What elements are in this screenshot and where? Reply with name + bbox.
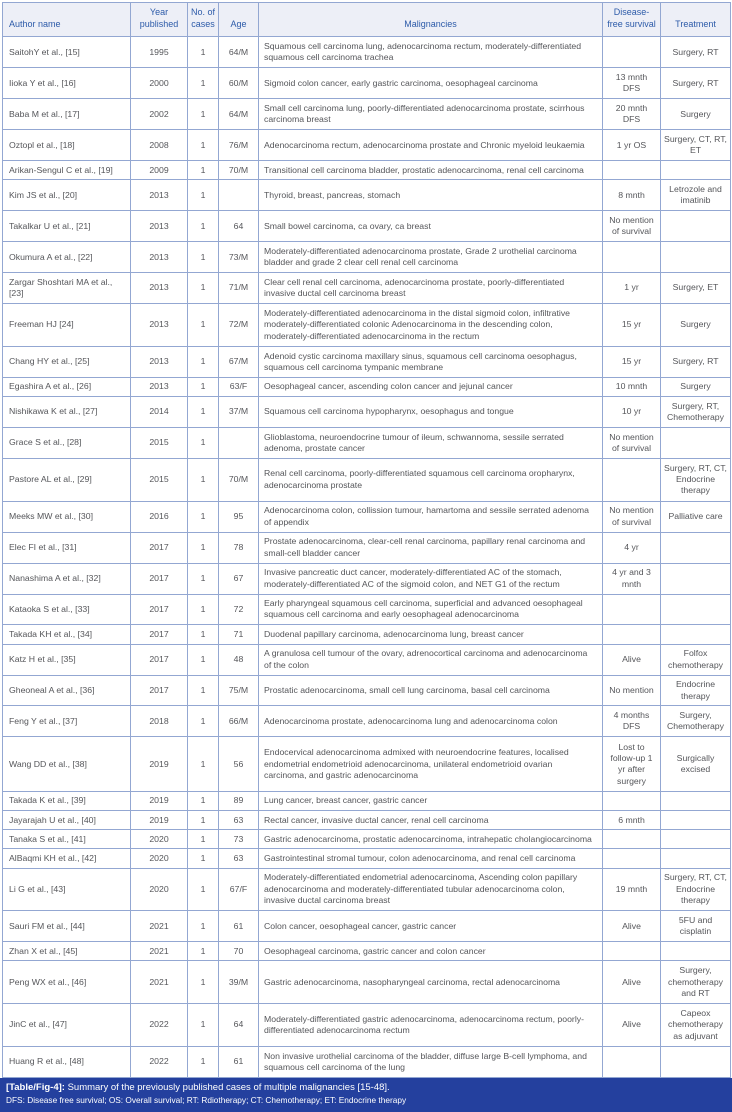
- year-cell: 2018: [131, 706, 188, 737]
- cases-cell: 1: [188, 427, 219, 458]
- malignancies-cell: Lung cancer, breast cancer, gastric cancer: [259, 792, 603, 811]
- year-cell: 2013: [131, 304, 188, 347]
- cases-cell: 1: [188, 242, 219, 273]
- treatment-cell: Surgery, RT: [661, 37, 731, 68]
- author-cell: Nishikawa K et al., [27]: [3, 396, 131, 427]
- year-cell: 2021: [131, 911, 188, 942]
- survival-cell: No mention: [603, 675, 661, 706]
- author-cell: Kataoka S et al., [33]: [3, 594, 131, 625]
- year-cell: 2020: [131, 830, 188, 849]
- author-cell: Tanaka S et al., [41]: [3, 830, 131, 849]
- cases-cell: 1: [188, 180, 219, 211]
- year-cell: 2017: [131, 675, 188, 706]
- column-header-author: Author name: [3, 3, 131, 37]
- treatment-cell: Capeox chemotherapy as adjuvant: [661, 1004, 731, 1047]
- survival-cell: [603, 594, 661, 625]
- year-cell: 2017: [131, 532, 188, 563]
- survival-cell: 19 mnth: [603, 868, 661, 911]
- cases-cell: 1: [188, 1004, 219, 1047]
- cases-cell: 1: [188, 130, 219, 161]
- table-row: [3, 1046, 731, 1077]
- age-cell: 64/M: [219, 99, 259, 130]
- treatment-cell: Folfox chemotherapy: [661, 644, 731, 675]
- treatment-cell: [661, 849, 731, 868]
- age-cell: 71/M: [219, 273, 259, 304]
- cases-cell: 1: [188, 346, 219, 377]
- age-cell: 70/M: [219, 161, 259, 180]
- treatment-cell: [661, 211, 731, 242]
- malignancies-cell: Small bowel carcinoma, ca ovary, ca breast: [259, 211, 603, 242]
- cases-cell: 1: [188, 273, 219, 304]
- cases-cell: 1: [188, 99, 219, 130]
- figure-caption-label: [Table/Fig-4]:: [6, 1082, 65, 1093]
- age-cell: 61: [219, 911, 259, 942]
- year-cell: 2017: [131, 625, 188, 644]
- age-cell: 76/M: [219, 130, 259, 161]
- age-cell: 61: [219, 1046, 259, 1077]
- year-cell: 2013: [131, 346, 188, 377]
- cases-cell: 1: [188, 792, 219, 811]
- column-header-malignancies: Malignancies: [259, 3, 603, 37]
- survival-cell: No mention of survival: [603, 211, 661, 242]
- malignancies-cell: Squamous cell carcinoma hypopharynx, oesophagus and tongue: [259, 396, 603, 427]
- treatment-cell: [661, 792, 731, 811]
- table-row: [3, 501, 731, 532]
- age-cell: 67/F: [219, 868, 259, 911]
- age-cell: 48: [219, 644, 259, 675]
- treatment-cell: [661, 427, 731, 458]
- year-cell: 2009: [131, 161, 188, 180]
- age-cell: 67/M: [219, 346, 259, 377]
- malignancies-cell: Prostate adenocarcinoma, clear-cell renal carcinoma, papillary renal carcinoma and small-cell bladder cancer: [259, 532, 603, 563]
- survival-cell: 10 mnth: [603, 377, 661, 396]
- survival-cell: 1 yr: [603, 273, 661, 304]
- treatment-cell: Surgery, RT: [661, 68, 731, 99]
- age-cell: [219, 180, 259, 211]
- author-cell: Takada K et al., [39]: [3, 792, 131, 811]
- year-cell: 2002: [131, 99, 188, 130]
- table-row: [3, 625, 731, 644]
- malignancies-cell: Glioblastoma, neuroendocrine tumour of ileum, schwannoma, sessile serrated adenoma, prostate cancer: [259, 427, 603, 458]
- treatment-cell: Surgery: [661, 99, 731, 130]
- year-cell: 2008: [131, 130, 188, 161]
- age-cell: 64: [219, 211, 259, 242]
- table-row: [3, 161, 731, 180]
- cases-cell: 1: [188, 304, 219, 347]
- survival-cell: [603, 792, 661, 811]
- age-cell: [219, 427, 259, 458]
- age-cell: 56: [219, 737, 259, 792]
- age-cell: 39/M: [219, 961, 259, 1004]
- age-cell: 67: [219, 563, 259, 594]
- author-cell: Okumura A et al., [22]: [3, 242, 131, 273]
- figure-caption-bar: [0, 1078, 732, 1112]
- survival-cell: 6 mnth: [603, 811, 661, 830]
- age-cell: 63: [219, 849, 259, 868]
- malignancies-cell: Oesophageal carcinoma, gastric cancer and colon cancer: [259, 942, 603, 961]
- year-cell: 2021: [131, 961, 188, 1004]
- survival-cell: Alive: [603, 911, 661, 942]
- year-cell: 2020: [131, 849, 188, 868]
- table-row: [3, 377, 731, 396]
- treatment-cell: Surgery, Chemotherapy: [661, 706, 731, 737]
- malignancies-cell: Adenocarcinoma prostate, adenocarcinoma lung and adenocarcinoma colon: [259, 706, 603, 737]
- malignancies-cell: Early pharyngeal squamous cell carcinoma, superficial and advanced oesophageal squamous cell carcinoma and early oesophageal adenocarcinoma: [259, 594, 603, 625]
- author-cell: Meeks MW et al., [30]: [3, 501, 131, 532]
- treatment-cell: [661, 625, 731, 644]
- table-row: [3, 458, 731, 501]
- table-row: [3, 130, 731, 161]
- author-cell: Takalkar U et al., [21]: [3, 211, 131, 242]
- author-cell: Elec FI et al., [31]: [3, 532, 131, 563]
- table-row: [3, 644, 731, 675]
- treatment-cell: Endocrine therapy: [661, 675, 731, 706]
- author-cell: SaitohY et al., [15]: [3, 37, 131, 68]
- table-header: [3, 3, 731, 37]
- author-cell: Wang DD et al., [38]: [3, 737, 131, 792]
- cases-cell: 1: [188, 211, 219, 242]
- table-row: [3, 68, 731, 99]
- year-cell: 2017: [131, 563, 188, 594]
- table-row: [3, 792, 731, 811]
- age-cell: 78: [219, 532, 259, 563]
- treatment-cell: [661, 532, 731, 563]
- table-row: [3, 961, 731, 1004]
- figure-caption: [6, 1082, 724, 1095]
- age-cell: 70: [219, 942, 259, 961]
- author-cell: Chang HY et al., [25]: [3, 346, 131, 377]
- treatment-cell: Surgery: [661, 304, 731, 347]
- table-row: [3, 830, 731, 849]
- age-cell: 73: [219, 830, 259, 849]
- survival-cell: [603, 1046, 661, 1077]
- table-row: [3, 563, 731, 594]
- age-cell: 89: [219, 792, 259, 811]
- table-row: [3, 427, 731, 458]
- cases-cell: 1: [188, 458, 219, 501]
- malignancies-cell: Small cell carcinoma lung, poorly-differentiated adenocarcinoma prostate, scirrhous carcinoma breast: [259, 99, 603, 130]
- table-row: [3, 868, 731, 911]
- survival-cell: 15 yr: [603, 304, 661, 347]
- survival-cell: 1 yr OS: [603, 130, 661, 161]
- table-row: [3, 737, 731, 792]
- author-cell: Kim JS et al., [20]: [3, 180, 131, 211]
- cases-cell: 1: [188, 961, 219, 1004]
- treatment-cell: Surgery, ET: [661, 273, 731, 304]
- cases-cell: 1: [188, 911, 219, 942]
- treatment-cell: Surgery, chemotherapy and RT: [661, 961, 731, 1004]
- cases-cell: 1: [188, 532, 219, 563]
- author-cell: Sauri FM et al., [44]: [3, 911, 131, 942]
- table-row: [3, 911, 731, 942]
- cases-cell: 1: [188, 675, 219, 706]
- treatment-cell: [661, 242, 731, 273]
- treatment-cell: Palliative care: [661, 501, 731, 532]
- age-cell: 95: [219, 501, 259, 532]
- year-cell: 2022: [131, 1046, 188, 1077]
- survival-cell: 10 yr: [603, 396, 661, 427]
- malignancies-cell: Non invasive urothelial carcinoma of the bladder, diffuse large B-cell lymphoma, and squamous cell carcinoma of the lung: [259, 1046, 603, 1077]
- treatment-cell: [661, 1046, 731, 1077]
- survival-cell: [603, 458, 661, 501]
- malignancies-cell: Moderately-differentiated gastric adenocarcinoma, adenocarcinoma rectum, poorly-differentiated adenocarcinoma rectum: [259, 1004, 603, 1047]
- year-cell: 2017: [131, 594, 188, 625]
- survival-cell: [603, 830, 661, 849]
- author-cell: Jayarajah U et al., [40]: [3, 811, 131, 830]
- table-row: [3, 706, 731, 737]
- age-cell: 66/M: [219, 706, 259, 737]
- year-cell: 2013: [131, 273, 188, 304]
- author-cell: Oztopl et al., [18]: [3, 130, 131, 161]
- cases-cell: 1: [188, 811, 219, 830]
- malignancies-cell: Transitional cell carcinoma bladder, prostatic adenocarcinoma, renal cell carcinoma: [259, 161, 603, 180]
- cases-cell: 1: [188, 706, 219, 737]
- malignancies-cell: Moderately-differentiated adenocarcinoma prostate, Grade 2 urothelial carcinoma bladder and grade 2 clear cell renal cell carcinoma: [259, 242, 603, 273]
- treatment-cell: [661, 811, 731, 830]
- malignancies-cell: Gastrointestinal stromal tumour, colon adenocarcinoma, and renal cell carcinoma: [259, 849, 603, 868]
- table-row: [3, 180, 731, 211]
- year-cell: 2022: [131, 1004, 188, 1047]
- author-cell: Egashira A et al., [26]: [3, 377, 131, 396]
- treatment-cell: [661, 161, 731, 180]
- table-row: [3, 594, 731, 625]
- table-row: [3, 942, 731, 961]
- age-cell: 70/M: [219, 458, 259, 501]
- column-header-age: Age: [219, 3, 259, 37]
- cases-cell: 1: [188, 501, 219, 532]
- survival-cell: 4 yr: [603, 532, 661, 563]
- column-header-cases: No. of cases: [188, 3, 219, 37]
- survival-cell: No mention of survival: [603, 501, 661, 532]
- malignancies-cell: Colon cancer, oesophageal cancer, gastric cancer: [259, 911, 603, 942]
- malignancies-cell: Oesophageal cancer, ascending colon cancer and jejunal cancer: [259, 377, 603, 396]
- author-cell: Zargar Shoshtari MA et al., [23]: [3, 273, 131, 304]
- treatment-cell: [661, 563, 731, 594]
- survival-cell: 4 yr and 3 mnth: [603, 563, 661, 594]
- abbreviations-note: DFS: Disease free survival; OS: Overall survival; RT: Rdiotherapy; CT: Chemotherapy; ET: Endocrine therapy: [6, 1094, 407, 1105]
- year-cell: 2015: [131, 427, 188, 458]
- year-cell: 2013: [131, 211, 188, 242]
- table-row: [3, 304, 731, 347]
- survival-cell: [603, 161, 661, 180]
- age-cell: 64: [219, 1004, 259, 1047]
- author-cell: Pastore AL et al., [29]: [3, 458, 131, 501]
- survival-cell: 20 mnth DFS: [603, 99, 661, 130]
- survival-cell: 8 mnth: [603, 180, 661, 211]
- malignancies-cell: Adenocarcinoma rectum, adenocarcinoma prostate and Chronic myeloid leukaemia: [259, 130, 603, 161]
- treatment-cell: Surgery, RT, CT, Endocrine therapy: [661, 868, 731, 911]
- survival-cell: [603, 625, 661, 644]
- author-cell: Katz H et al., [35]: [3, 644, 131, 675]
- author-cell: Iioka Y et al., [16]: [3, 68, 131, 99]
- author-cell: Gheoneal A et al., [36]: [3, 675, 131, 706]
- malignancies-cell: Gastric adenocarcinoma, nasopharyngeal carcinoma, rectal adenocarcinoma: [259, 961, 603, 1004]
- published-cases-table: [2, 2, 731, 1078]
- cases-cell: 1: [188, 396, 219, 427]
- year-cell: 2013: [131, 242, 188, 273]
- malignancies-cell: Squamous cell carcinoma lung, adenocarcinoma rectum, moderately-differentiated squamous cell carcinoma trachea: [259, 37, 603, 68]
- column-header-survival: Disease-free survival: [603, 3, 661, 37]
- table-body: [3, 37, 731, 1078]
- table-row: [3, 532, 731, 563]
- year-cell: 2013: [131, 377, 188, 396]
- treatment-cell: Letrozole and imatinib: [661, 180, 731, 211]
- author-cell: AlBaqmi KH et al., [42]: [3, 849, 131, 868]
- year-cell: 2014: [131, 396, 188, 427]
- malignancies-cell: Sigmoid colon cancer, early gastric carcinoma, oesophageal carcinoma: [259, 68, 603, 99]
- year-cell: 2020: [131, 868, 188, 911]
- survival-cell: [603, 37, 661, 68]
- year-cell: 2019: [131, 792, 188, 811]
- year-cell: 1995: [131, 37, 188, 68]
- treatment-cell: Surgically excised: [661, 737, 731, 792]
- author-cell: Feng Y et al., [37]: [3, 706, 131, 737]
- cases-cell: 1: [188, 563, 219, 594]
- author-cell: Li G et al., [43]: [3, 868, 131, 911]
- malignancies-cell: Adenoid cystic carcinoma maxillary sinus, squamous cell carcinoma oesophagus, squamous cell carcinoma tympanic membrane: [259, 346, 603, 377]
- cases-cell: 1: [188, 849, 219, 868]
- malignancies-cell: Gastric adenocarcinoma, prostatic adenocarcinoma, intrahepatic cholangiocarcinoma: [259, 830, 603, 849]
- table-row: [3, 211, 731, 242]
- author-cell: Takada KH et al., [34]: [3, 625, 131, 644]
- year-cell: 2019: [131, 811, 188, 830]
- cases-cell: 1: [188, 377, 219, 396]
- table-row: [3, 37, 731, 68]
- malignancies-cell: Moderately-differentiated adenocarcinoma in the distal sigmoid colon, infiltrative moderately-differentiated colonic Adenocarcinoma in the descending colon, moderately-differentiated adenocarcinoma in the rectum: [259, 304, 603, 347]
- table-row: [3, 811, 731, 830]
- cases-cell: 1: [188, 868, 219, 911]
- age-cell: 63: [219, 811, 259, 830]
- malignancies-cell: Duodenal papillary carcinoma, adenocarcinoma lung, breast cancer: [259, 625, 603, 644]
- author-cell: JinC et al., [47]: [3, 1004, 131, 1047]
- year-cell: 2015: [131, 458, 188, 501]
- cases-cell: 1: [188, 68, 219, 99]
- table-row: [3, 849, 731, 868]
- column-header-year: Year published: [131, 3, 188, 37]
- year-cell: 2019: [131, 737, 188, 792]
- author-cell: Arikan-Sengul C et al., [19]: [3, 161, 131, 180]
- author-cell: Grace S et al., [28]: [3, 427, 131, 458]
- malignancies-cell: A granulosa cell tumour of the ovary, adrenocortical carcinoma and adenocarcinoma of the colon: [259, 644, 603, 675]
- author-cell: Huang R et al., [48]: [3, 1046, 131, 1077]
- cases-cell: 1: [188, 1046, 219, 1077]
- cases-cell: 1: [188, 942, 219, 961]
- table-row: [3, 675, 731, 706]
- cases-cell: 1: [188, 830, 219, 849]
- survival-cell: 15 yr: [603, 346, 661, 377]
- malignancies-cell: Endocervical adenocarcinoma admixed with neuroendocrine features, localised endometrial endometrioid adenocarcinoma, unilateral endometrioid ovarian carcinoma, and gastric adenocarcinoma: [259, 737, 603, 792]
- year-cell: 2016: [131, 501, 188, 532]
- malignancies-cell: Rectal cancer, invasive ductal cancer, renal cell carcinoma: [259, 811, 603, 830]
- table-row: [3, 273, 731, 304]
- age-cell: 63/F: [219, 377, 259, 396]
- cases-cell: 1: [188, 594, 219, 625]
- survival-cell: [603, 942, 661, 961]
- author-cell: Baba M et al., [17]: [3, 99, 131, 130]
- age-cell: 64/M: [219, 37, 259, 68]
- table-row: [3, 1004, 731, 1047]
- age-cell: 60/M: [219, 68, 259, 99]
- malignancies-cell: Thyroid, breast, pancreas, stomach: [259, 180, 603, 211]
- column-header-treatment: Treatment: [661, 3, 731, 37]
- treatment-cell: Surgery, RT, Chemotherapy: [661, 396, 731, 427]
- malignancies-cell: Clear cell renal cell carcinoma, adenocarcinoma prostate, poorly-differentiated invasive ductal cell carcinoma breast: [259, 273, 603, 304]
- cases-cell: 1: [188, 161, 219, 180]
- author-cell: Freeman HJ [24]: [3, 304, 131, 347]
- survival-cell: [603, 242, 661, 273]
- survival-cell: 13 mnth DFS: [603, 68, 661, 99]
- survival-cell: Alive: [603, 644, 661, 675]
- year-cell: 2017: [131, 644, 188, 675]
- survival-cell: Lost to follow-up 1 yr after surgery: [603, 737, 661, 792]
- author-cell: Nanashima A et al., [32]: [3, 563, 131, 594]
- age-cell: 75/M: [219, 675, 259, 706]
- survival-cell: [603, 849, 661, 868]
- header-row: [3, 3, 731, 37]
- survival-cell: 4 months DFS: [603, 706, 661, 737]
- cases-cell: 1: [188, 625, 219, 644]
- malignancies-cell: Moderately-differentiated endometrial adenocarcinoma, Ascending colon papillary adenocarcinoma and moderately-differentiated tubular adenocarcinoma colon, invasive ductal carcinoma breast: [259, 868, 603, 911]
- treatment-cell: 5FU and cisplatin: [661, 911, 731, 942]
- year-cell: 2013: [131, 180, 188, 211]
- age-cell: 73/M: [219, 242, 259, 273]
- age-cell: 71: [219, 625, 259, 644]
- treatment-cell: Surgery, RT, CT, Endocrine therapy: [661, 458, 731, 501]
- survival-cell: Alive: [603, 1004, 661, 1047]
- malignancies-cell: Invasive pancreatic duct cancer, moderately-differentiated AC of the stomach, moderately-differentiated AC of the sigmoid colon, and NET G1 of the rectum: [259, 563, 603, 594]
- age-cell: 37/M: [219, 396, 259, 427]
- year-cell: 2021: [131, 942, 188, 961]
- malignancies-cell: Renal cell carcinoma, poorly-differentiated squamous cell carcinoma oropharynx, adenocarcinoma prostate: [259, 458, 603, 501]
- year-cell: 2000: [131, 68, 188, 99]
- malignancies-cell: Prostatic adenocarcinoma, small cell lung carcinoma, basal cell carcinoma: [259, 675, 603, 706]
- cases-cell: 1: [188, 644, 219, 675]
- figure-caption-text: Summary of the previously published cases of multiple malignancies [15-48].: [67, 1082, 390, 1093]
- cases-cell: 1: [188, 737, 219, 792]
- author-cell: Zhan X et al., [45]: [3, 942, 131, 961]
- table-row: [3, 99, 731, 130]
- treatment-cell: [661, 830, 731, 849]
- survival-cell: No mention of survival: [603, 427, 661, 458]
- cases-cell: 1: [188, 37, 219, 68]
- treatment-cell: Surgery, RT: [661, 346, 731, 377]
- table-row: [3, 346, 731, 377]
- malignancies-cell: Adenocarcinoma colon, collission tumour, hamartoma and sessile serrated adenoma of appendix: [259, 501, 603, 532]
- treatment-cell: Surgery: [661, 377, 731, 396]
- treatment-cell: [661, 594, 731, 625]
- age-cell: 72: [219, 594, 259, 625]
- table-row: [3, 396, 731, 427]
- survival-cell: Alive: [603, 961, 661, 1004]
- table-row: [3, 242, 731, 273]
- treatment-cell: [661, 942, 731, 961]
- treatment-cell: Surgery, CT, RT, ET: [661, 130, 731, 161]
- author-cell: Peng WX et al., [46]: [3, 961, 131, 1004]
- age-cell: 72/M: [219, 304, 259, 347]
